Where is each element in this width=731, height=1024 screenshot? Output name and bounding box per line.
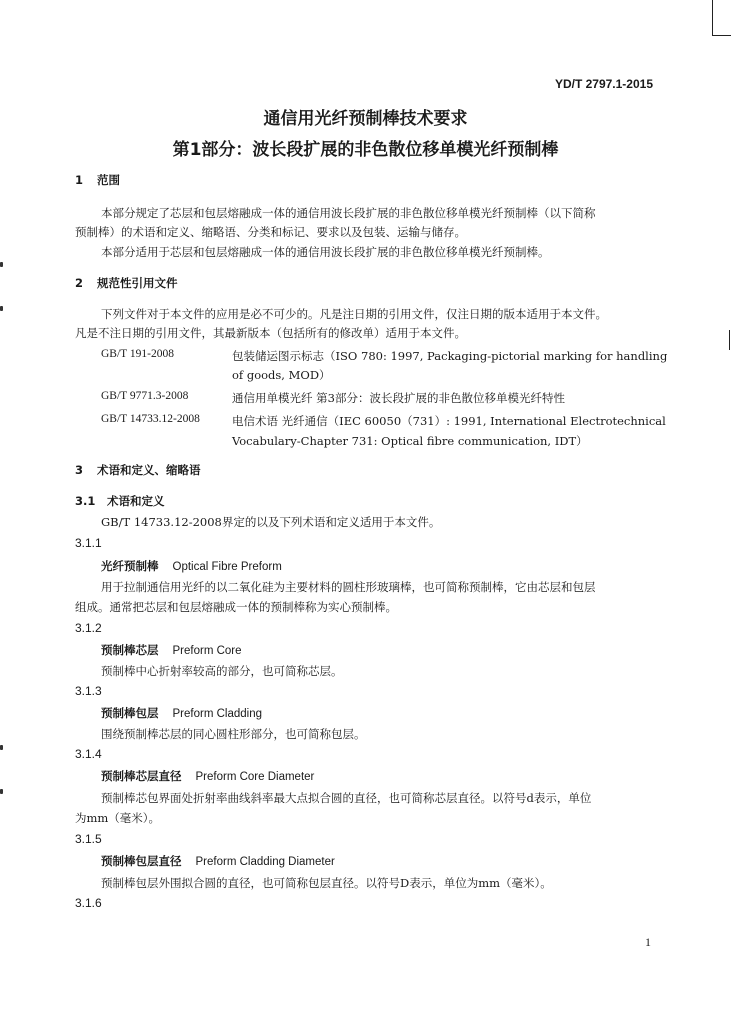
section-title: 术语和定义、缩略语: [97, 463, 201, 477]
paragraph-line: GB/T 14733.12-2008界定的以及下列术语和定义适用于本文件。: [101, 515, 441, 529]
reference-code: GB/T 9771.3-2008: [101, 390, 189, 402]
term-number: 3.1.6: [75, 896, 102, 910]
term-definition-line: 预制棒中心折射率较高的部分，也可简称芯层。: [101, 664, 343, 678]
term-english: Preform Cladding Diameter: [195, 856, 335, 868]
paragraph-line: 下列文件对于本文件的应用是必不可少的。凡是注日期的引用文件，仅注日期的版本适用于本文件。: [101, 307, 607, 321]
page-number: 1: [645, 935, 651, 949]
section-heading-references: [75, 275, 178, 291]
section-title: 规范性引用文件: [97, 276, 178, 290]
term-english: Preform Core Diameter: [195, 771, 315, 783]
reference-title: Vocabulary-Chapter 731: Optical fibre communication, IDT）: [232, 434, 588, 448]
subsection-title: 术语和定义: [107, 494, 165, 508]
document-subtitle: 第1部分：波长段扩展的非色散位移单模光纤预制棒: [172, 140, 559, 160]
paragraph-line: 本部分规定了芯层和包层熔融成一体的通信用波长段扩展的非色散位移单模光纤预制棒（以下简称: [101, 206, 596, 220]
subsection-heading: [75, 493, 165, 509]
term-definition-line: 围绕预制棒芯层的同心圆柱形部分，也可简称包层。: [101, 727, 366, 741]
section-heading-scope: [75, 172, 120, 188]
section-number: 2: [75, 276, 84, 290]
term-chinese: 预制棒包层直径: [101, 854, 182, 868]
term-number: 3.1.3: [75, 684, 102, 698]
scan-margin-mark: [729, 330, 730, 350]
reference-code: GB/T 191-2008: [101, 348, 174, 360]
term-chinese: 预制棒包层: [101, 706, 159, 720]
term-heading: [101, 705, 262, 721]
standard-code: YD/T 2797.1-2015: [554, 77, 653, 91]
term-heading: [101, 768, 314, 784]
term-number: 3.1.5: [75, 832, 102, 846]
term-number: 3.1.1: [75, 536, 102, 550]
section-title: 范围: [97, 173, 120, 187]
scan-border-line: [712, 35, 731, 36]
term-definition-line: 用于拉制通信用光纤的以二氧化硅为主要材料的圆柱形玻璃棒，也可简称预制棒，它由芯层和包层: [101, 580, 596, 594]
term-heading: [101, 642, 242, 658]
term-english: Preform Core: [172, 645, 242, 657]
document-title: 通信用光纤预制棒技术要求: [263, 109, 468, 129]
punch-mark: [0, 262, 3, 267]
term-chinese: 预制棒芯层直径: [101, 769, 182, 783]
section-number: 3: [75, 463, 84, 477]
punch-mark: [0, 789, 3, 794]
term-heading: [101, 853, 335, 869]
reference-title: 通信用单模光纤 第3部分：波长段扩展的非色散位移单模光纤特性: [232, 391, 565, 405]
paragraph-line: 凡是不注日期的引用文件，其最新版本（包括所有的修改单）适用于本文件。: [75, 326, 466, 340]
reference-code: GB/T 14733.12-2008: [101, 413, 200, 425]
term-number: 3.1.2: [75, 621, 102, 635]
term-definition-line: 预制棒包层外围拟合圆的直径，也可简称包层直径。以符号D表示，单位为mm（毫米）。: [101, 876, 552, 890]
scan-border-line: [712, 0, 713, 35]
section-number: 1: [75, 173, 84, 187]
paragraph-line: 预制棒）的术语和定义、缩略语、分类和标记、要求以及包装、运输与储存。: [75, 225, 466, 239]
section-heading-terms: [75, 462, 201, 478]
punch-mark: [0, 306, 3, 311]
paragraph-line: 本部分适用于芯层和包层熔融成一体的通信用波长段扩展的非色散位移单模光纤预制棒。: [101, 245, 550, 259]
term-chinese: 光纤预制棒: [101, 559, 159, 573]
term-heading: [101, 558, 282, 574]
reference-title: of goods, MOD）: [232, 368, 331, 382]
term-definition-line: 为mm（毫米）。: [75, 811, 161, 825]
reference-title: 包装储运图示标志（ISO 780: 1997, Packaging-pictorial marking for handling: [232, 349, 668, 363]
punch-mark: [0, 745, 3, 750]
term-chinese: 预制棒芯层: [101, 643, 159, 657]
term-number: 3.1.4: [75, 747, 102, 761]
term-english: Preform Cladding: [172, 708, 262, 720]
term-english: Optical Fibre Preform: [172, 561, 282, 573]
reference-title: 电信术语 光纤通信（IEC 60050（731）: 1991, International Electrotechnical: [232, 414, 666, 428]
subsection-number: 3.1: [75, 494, 96, 508]
term-definition-line: 预制棒芯包界面处折射率曲线斜率最大点拟合圆的直径，也可简称芯层直径。以符号d表示，单位: [101, 791, 592, 805]
term-definition-line: 组成。通常把芯层和包层熔融成一体的预制棒称为实心预制棒。: [75, 600, 397, 614]
